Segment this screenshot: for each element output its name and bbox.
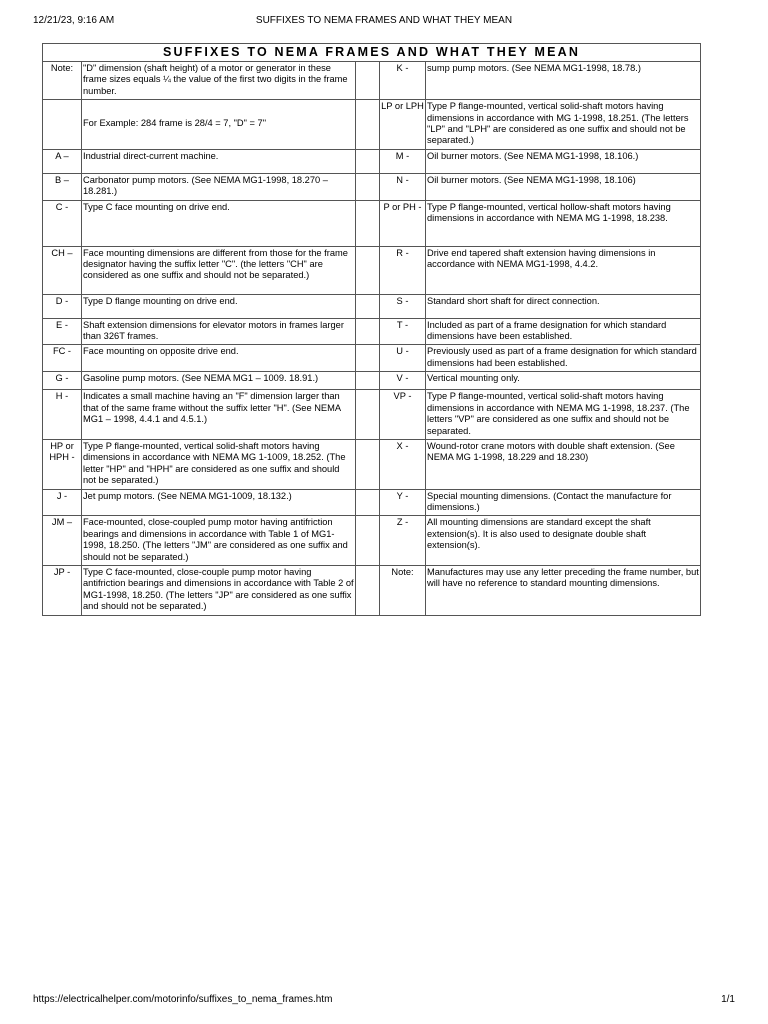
table-title: SUFFIXES TO NEMA FRAMES AND WHAT THEY MEAN [43,44,701,62]
left-suffix-description: Face mounting dimensions are different from those for the frame designator having the suffix letter "C". (the letters "CH" are considered as one suffix and should not be separated.) [82,246,356,294]
right-suffix-code: P or PH - [380,200,426,246]
spacer-cell [356,565,380,615]
left-suffix-code: JM – [43,516,82,566]
left-suffix-description: Type C face mounting on drive end. [82,200,356,246]
table-row [43,246,701,294]
left-suffix-code: H - [43,390,82,440]
table-row [43,200,701,246]
right-suffix-code: S - [380,294,426,318]
spacer-cell [356,439,380,489]
left-suffix-code: Note: [43,62,82,100]
spacer-cell [356,516,380,566]
left-suffix-description: Face-mounted, close-coupled pump motor having antifriction bearings and dimensions in accordance with Table 1 of MG1-1998, 18.250. (The letters "JM" are considered as one suffix and should not be separated.) [82,516,356,566]
right-suffix-description: Standard short shaft for direct connection. [426,294,701,318]
spacer-cell [356,390,380,440]
right-suffix-code: M - [380,149,426,173]
left-suffix-code: B – [43,173,82,200]
left-suffix-code: C - [43,200,82,246]
spacer-cell [356,318,380,345]
table-title-row [43,44,701,62]
table-row [43,100,701,150]
right-suffix-description: Wound-rotor crane motors with double shaft extension. (See NEMA MG 1-1998, 18.229 and 18.230) [426,439,701,489]
table-row [43,318,701,345]
left-suffix-description: For Example: 284 frame is 28/4 = 7, "D" = 7" [82,100,356,150]
spacer-cell [356,100,380,150]
table-row [43,294,701,318]
left-suffix-description: Industrial direct-current machine. [82,149,356,173]
right-suffix-code: VP - [380,390,426,440]
spacer-cell [356,345,380,372]
left-suffix-code: J - [43,489,82,516]
right-suffix-description: Vertical mounting only. [426,372,701,390]
right-suffix-description: Type P flange-mounted, vertical solid-shaft motors having dimensions in accordance with MG 1-1998, 18.251. (The letters "LP" and "LPH" are considered as one suffix and should not be separated.) [426,100,701,150]
left-suffix-description: Face mounting on opposite drive end. [82,345,356,372]
right-suffix-code: U - [380,345,426,372]
table-row [43,62,701,100]
spacer-cell [356,372,380,390]
left-suffix-description: Indicates a small machine having an "F" dimension larger than that of the same frame without the suffix letter "H". (See NEMA MG1 – 1998, 4.4.1 and 4.5.1.) [82,390,356,440]
right-suffix-code: Z - [380,516,426,566]
spacer-cell [356,149,380,173]
left-suffix-description: Shaft extension dimensions for elevator motors in frames larger than 326T frames. [82,318,356,345]
right-suffix-description: Oil burner motors. (See NEMA MG1-1998, 18.106) [426,173,701,200]
left-suffix-description: Type C face-mounted, close-couple pump motor having antifriction bearings and dimensions in accordance with Table 2 of MG1-1998, 18.250. (The letters "JP" are considered as one suffix and should not be separated.) [82,565,356,615]
right-suffix-description: All mounting dimensions are standard except the shaft extension(s). It is also used to designate double shaft extension(s). [426,516,701,566]
left-suffix-code: A – [43,149,82,173]
table-row [43,345,701,372]
left-suffix-code: G - [43,372,82,390]
right-suffix-description: Type P flange-mounted, vertical hollow-shaft motors having dimensions in accordance with NEMA MG 1-1998, 18.238. [426,200,701,246]
right-suffix-description: Type P flange-mounted, vertical solid-shaft motors having dimensions in accordance with NEMA MG 1-1998, 18.237. (The letters "VP" are considered as one suffix and should not be separated. [426,390,701,440]
right-suffix-code: Note: [380,565,426,615]
left-suffix-description: Type D flange mounting on drive end. [82,294,356,318]
left-suffix-description: Carbonator pump motors. (See NEMA MG1-1998, 18.270 – 18.281.) [82,173,356,200]
right-suffix-code: Y - [380,489,426,516]
spacer-cell [356,200,380,246]
table-row [43,565,701,615]
table-row [43,516,701,566]
left-suffix-code: JP - [43,565,82,615]
left-suffix-code: CH – [43,246,82,294]
left-suffix-code: E - [43,318,82,345]
right-suffix-code: K - [380,62,426,100]
table-row [43,390,701,440]
left-suffix-code [43,100,82,150]
table-row [43,149,701,173]
table-row [43,173,701,200]
right-suffix-description: Drive end tapered shaft extension having dimensions in accordance with NEMA MG1-1998, 4.4.2. [426,246,701,294]
right-suffix-description: Included as part of a frame designation for which standard dimensions have been established. [426,318,701,345]
right-suffix-code: T - [380,318,426,345]
spacer-cell [356,246,380,294]
left-suffix-description: Gasoline pump motors. (See NEMA MG1 – 1009. 18.91.) [82,372,356,390]
right-suffix-description: Special mounting dimensions. (Contact the manufacture for dimensions.) [426,489,701,516]
right-suffix-description: Oil burner motors. (See NEMA MG1-1998, 18.106.) [426,149,701,173]
right-suffix-code: LP or LPH [380,100,426,150]
nema-suffix-table [42,43,701,616]
left-suffix-description: "D" dimension (shaft height) of a motor or generator in these frame sizes equals ¼ the value of the first two digits in the frame number. [82,62,356,100]
right-suffix-code: X - [380,439,426,489]
print-header [33,14,735,28]
left-suffix-description: Jet pump motors. (See NEMA MG1-1009, 18.132.) [82,489,356,516]
left-suffix-code: FC - [43,345,82,372]
table-row [43,372,701,390]
spacer-cell [356,294,380,318]
right-suffix-code: N - [380,173,426,200]
right-suffix-description: Manufactures may use any letter preceding the frame number, but will have no reference to standard mounting dimensions. [426,565,701,615]
spacer-cell [356,489,380,516]
table-row [43,439,701,489]
left-suffix-code: D - [43,294,82,318]
right-suffix-description: Previously used as part of a frame designation for which standard dimensions had been established. [426,345,701,372]
print-page-title: SUFFIXES TO NEMA FRAMES AND WHAT THEY MEAN [255,15,513,26]
print-footer [33,993,735,1007]
spacer-cell [356,173,380,200]
right-suffix-description: sump pump motors. (See NEMA MG1-1998, 18.78.) [426,62,701,100]
right-suffix-code: V - [380,372,426,390]
print-datetime: 12/21/23, 9:16 AM [33,15,115,26]
left-suffix-code: HP or HPH - [43,439,82,489]
source-url: https://electricalhelper.com/motorinfo/suffixes_to_nema_frames.htm [33,994,333,1005]
spacer-cell [356,62,380,100]
page-indicator: 1/1 [721,994,735,1005]
table-row [43,489,701,516]
left-suffix-description: Type P flange-mounted, vertical solid-shaft motors having dimensions in accordance with NEMA MG 1-1009, 18.252. (The letter "HP" and "HPH" are considered as one suffix and should not be separated.) [82,439,356,489]
right-suffix-code: R - [380,246,426,294]
